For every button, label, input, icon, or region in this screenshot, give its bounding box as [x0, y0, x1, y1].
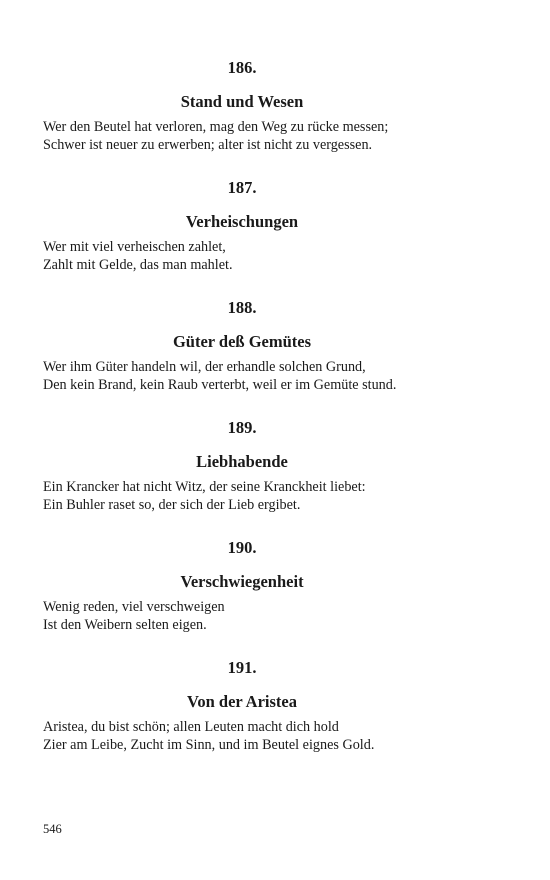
poem-number: 187.	[227, 178, 257, 197]
poem-line: Aristea, du bist schön; allen Leuten macht dich hold	[43, 719, 339, 735]
poem-title: Verschwiegenheit	[180, 572, 304, 591]
poem-188	[43, 298, 441, 394]
poem-line: Wer ihm Güter handeln wil, der erhandle solchen Grund,	[43, 359, 366, 375]
poem-title: Güter deß Gemütes	[172, 332, 312, 351]
poem-title: Liebhabende	[196, 452, 288, 471]
poem-line: Ist den Weibern selten eigen.	[43, 617, 207, 633]
poem-title: Von der Aristea	[186, 692, 297, 711]
poem-line: Wenig reden, viel verschweigen	[43, 599, 225, 615]
poem-line: Ein Krancker hat nicht Witz, der seine Kranckheit liebet:	[43, 479, 366, 495]
poem-number: 189.	[227, 418, 257, 437]
poem-189	[43, 418, 441, 514]
poem-line: Wer den Beutel hat verloren, mag den Weg zu rücke messen;	[43, 119, 389, 135]
poem-title: Verheischungen	[185, 212, 299, 231]
poem-line: Wer mit viel verheischen zahlet,	[43, 239, 226, 255]
poem-187	[43, 178, 441, 274]
poem-line: Zahlt mit Gelde, das man mahlet.	[43, 257, 233, 273]
poem-number: 188.	[227, 298, 257, 317]
poem-number: 191.	[227, 658, 257, 677]
poem-186	[43, 58, 441, 154]
poem-line: Schwer ist neuer zu erwerben; alter ist nicht zu vergessen.	[43, 137, 373, 153]
page-number: 546	[43, 822, 62, 836]
poem-191	[43, 658, 441, 754]
poem-line: Ein Buhler raset so, der sich der Lieb ergibet.	[43, 497, 301, 513]
page-content	[43, 58, 441, 778]
poem-number: 190.	[227, 538, 257, 557]
poem-line: Zier am Leibe, Zucht im Sinn, und im Beutel eignes Gold.	[43, 737, 375, 753]
poem-title: Stand und Wesen	[180, 92, 304, 111]
poem-number: 186.	[227, 58, 257, 77]
poem-190	[43, 538, 441, 634]
poem-line: Den kein Brand, kein Raub verterbt, weil er im Gemüte stund.	[43, 377, 397, 393]
